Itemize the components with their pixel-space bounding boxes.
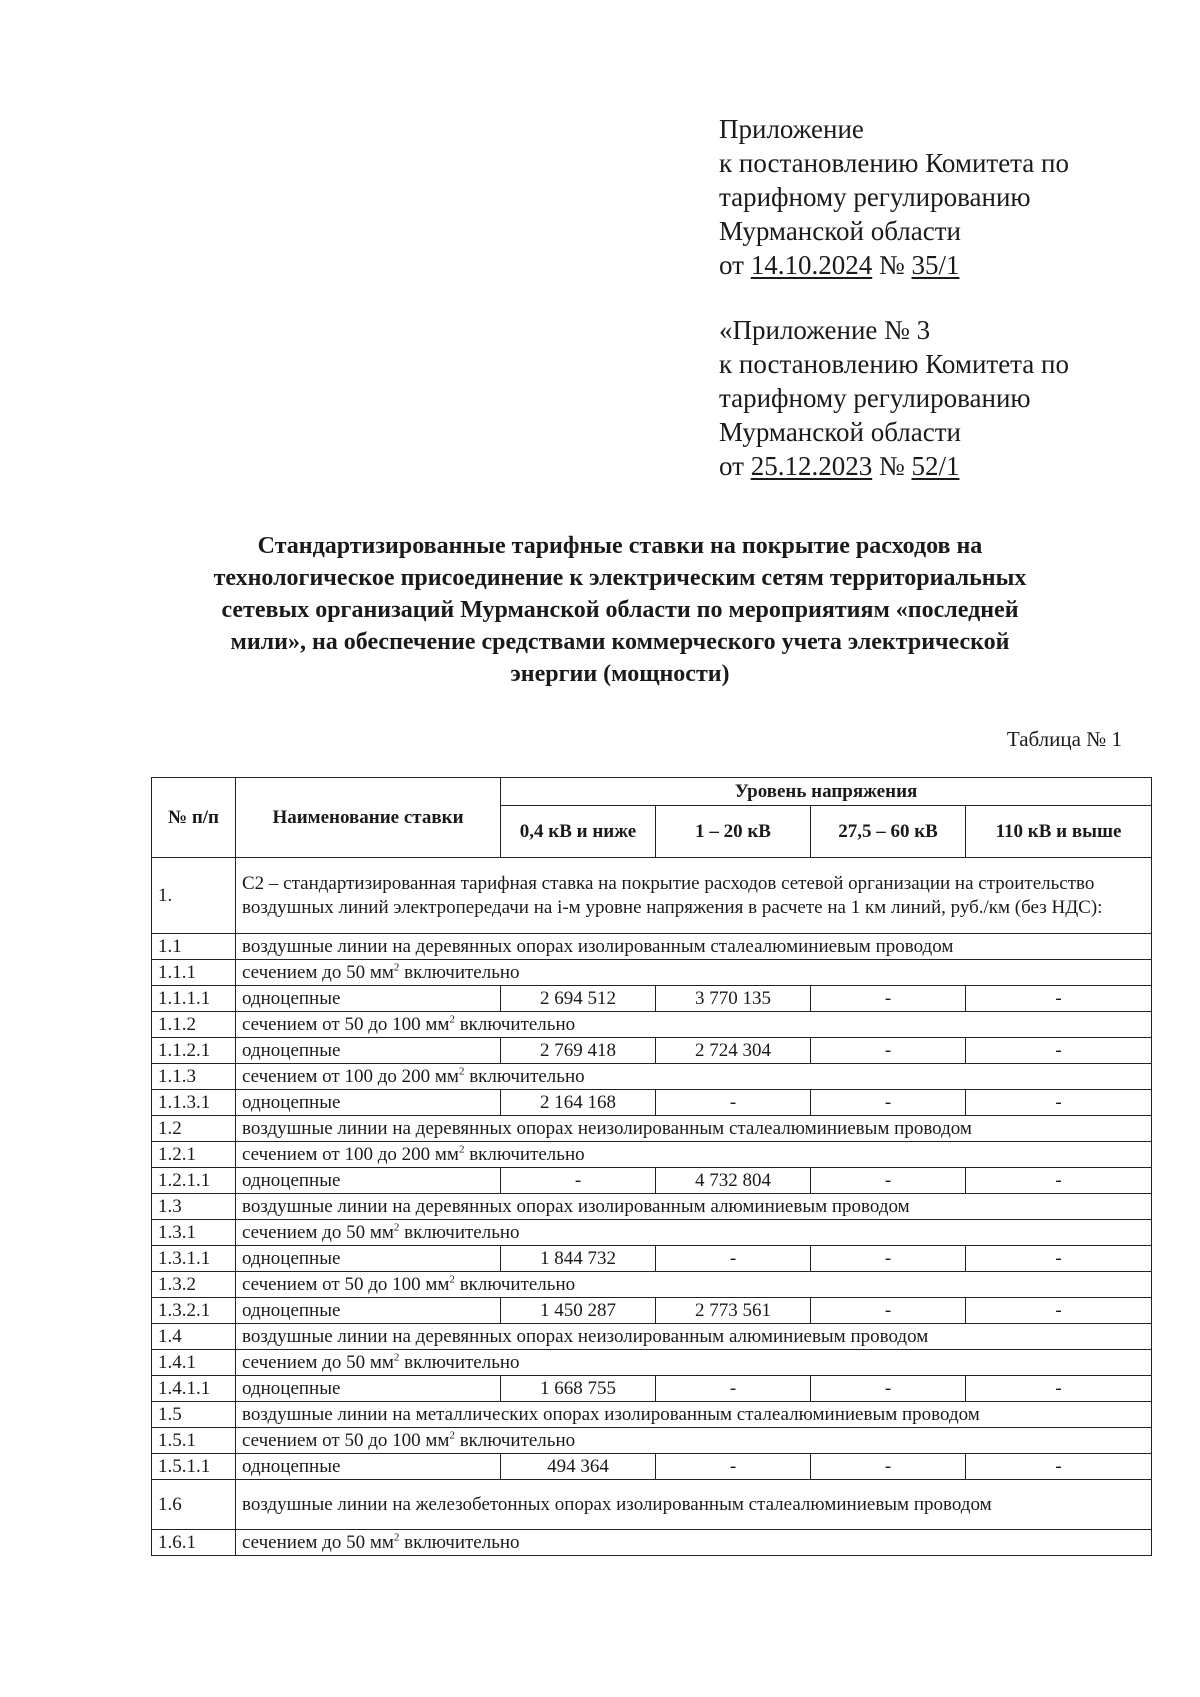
rate-value: 1 668 755: [501, 1376, 656, 1402]
rate-value: 3 770 135: [656, 986, 811, 1012]
table-row: [152, 1220, 1152, 1246]
decree-date: 14.10.2024: [750, 250, 873, 280]
appendix3-date-line: [719, 449, 1139, 483]
row-name-text: одноцепные: [242, 1247, 341, 1269]
decree-number: 35/1: [911, 250, 960, 280]
row-name-text: одноцепные: [242, 1377, 341, 1399]
row-number: 1.5.1: [152, 1428, 236, 1454]
row-name-text: одноцепные: [242, 1299, 341, 1321]
row-name-text: сечением от 100 до 200 мм: [242, 1065, 459, 1087]
row-name: [236, 1064, 1152, 1090]
row-name: [236, 1298, 501, 1324]
row-name-text: воздушные линии на деревянных опорах изолированным алюминиевым проводом: [242, 1195, 910, 1217]
header-voltage-110: 110 кВ и выше: [966, 806, 1152, 858]
appendix3-line: тарифному регулированию: [719, 383, 1031, 413]
row-name-text: сечением до 50 мм: [242, 1221, 394, 1243]
row-name-text: воздушные линии на железобетонных опорах изолированным сталеалюминиевым проводом: [242, 1493, 992, 1515]
document-title: [140, 530, 1100, 690]
rate-value: -: [811, 1376, 966, 1402]
table-row: [152, 1012, 1152, 1038]
rate-value: -: [656, 1454, 811, 1480]
unit-superscript: 2: [393, 1351, 400, 1364]
row-name-text: воздушные линии на деревянных опорах неизолированным сталеалюминиевым проводом: [242, 1117, 972, 1139]
row-name-text: одноцепные: [242, 1455, 341, 1477]
row-name: [236, 960, 1152, 986]
appendix-line: Мурманской области: [719, 216, 961, 246]
table-row: [152, 1038, 1152, 1064]
table-label: Таблица № 1: [1006, 727, 1122, 751]
table-body: [152, 858, 1152, 1556]
row-name-suffix: включительно: [464, 1143, 585, 1165]
table-row: [152, 1168, 1152, 1194]
row-number: 1.1.2.1: [152, 1038, 236, 1064]
rate-value: -: [656, 1376, 811, 1402]
number-prefix: №: [872, 250, 912, 280]
row-number: 1.2.1.1: [152, 1168, 236, 1194]
unit-superscript: 2: [458, 1143, 465, 1156]
row-number: 1.: [152, 858, 236, 934]
row-name: [236, 1116, 1152, 1142]
row-number: 1.1.1: [152, 960, 236, 986]
rate-value: 2 164 168: [501, 1090, 656, 1116]
unit-superscript: 2: [458, 1065, 465, 1078]
header-voltage-group: Уровень напряжения: [501, 778, 1152, 806]
row-number: 1.3.2.1: [152, 1298, 236, 1324]
row-name-suffix: включительно: [464, 1065, 585, 1087]
row-name: [236, 1220, 1152, 1246]
rate-value: -: [811, 1038, 966, 1064]
row-number: 1.1: [152, 934, 236, 960]
rate-value: -: [966, 1090, 1152, 1116]
unit-superscript: 2: [449, 1013, 455, 1026]
unit-superscript: 2: [449, 1273, 455, 1286]
table-row: [152, 1324, 1152, 1350]
row-name-text: воздушные линии на деревянных опорах изолированным сталеалюминиевым проводом: [242, 935, 954, 957]
rate-value: 494 364: [501, 1454, 656, 1480]
row-name: [236, 1402, 1152, 1428]
row-name: [236, 1012, 1152, 1038]
row-name-text: сечением от 50 до 100 мм: [242, 1429, 450, 1451]
row-name-text: сечением от 50 до 100 мм: [242, 1273, 450, 1295]
appendix3-line: Мурманской области: [719, 417, 961, 447]
date-prefix: от: [719, 250, 751, 280]
rate-value: -: [966, 1246, 1152, 1272]
rate-value: -: [811, 1168, 966, 1194]
row-name: [236, 1038, 501, 1064]
rate-value: 1 844 732: [501, 1246, 656, 1272]
title-line: Стандартизированные тарифные ставки на покрытие расходов на: [257, 533, 983, 559]
header-name: Наименование ставки: [236, 778, 501, 858]
row-name-text: одноцепные: [242, 987, 341, 1009]
row-number: 1.3.1.1: [152, 1246, 236, 1272]
decree-number: 52/1: [911, 451, 960, 481]
row-number: 1.5.1.1: [152, 1454, 236, 1480]
table-row: [152, 1480, 1152, 1530]
row-name-suffix: включительно: [454, 1013, 576, 1035]
row-name-suffix: включительно: [399, 1531, 520, 1553]
appendix-date-line: [719, 248, 1139, 282]
rate-value: -: [656, 1090, 811, 1116]
header-num: № п/п: [152, 778, 236, 858]
row-name: [236, 1142, 1152, 1168]
table-row: [152, 1402, 1152, 1428]
row-number: 1.2.1: [152, 1142, 236, 1168]
table-row: [152, 934, 1152, 960]
row-number: 1.6: [152, 1480, 236, 1530]
row-name: [236, 1272, 1152, 1298]
row-number: 1.5: [152, 1402, 236, 1428]
row-name: [236, 1194, 1152, 1220]
rate-value: 2 724 304: [656, 1038, 811, 1064]
row-name-text: одноцепные: [242, 1039, 341, 1061]
row-name-text: С2 – стандартизированная тарифная ставка на покрытие расходов сетевой организации на строительство воздушных линий электропередачи на i-м уровне напряжения в расчете на 1 км линий, руб./км (без НДС):: [242, 872, 1103, 918]
row-name: [236, 1530, 1152, 1556]
rate-value: -: [966, 1454, 1152, 1480]
row-name: [236, 986, 501, 1012]
row-name-text: сечением от 50 до 100 мм: [242, 1013, 450, 1035]
rate-value: -: [966, 1038, 1152, 1064]
decree-date: 25.12.2023: [750, 451, 873, 481]
table-row: [152, 1246, 1152, 1272]
table-row: [152, 1194, 1152, 1220]
rate-value: -: [656, 1246, 811, 1272]
table-row: [152, 986, 1152, 1012]
row-name: [236, 1350, 1152, 1376]
appendix3-block: [719, 313, 1139, 483]
row-number: 1.4: [152, 1324, 236, 1350]
row-name-text: сечением до 50 мм: [242, 1351, 394, 1373]
row-name-text: сечением до 50 мм: [242, 1531, 394, 1553]
row-name: [236, 934, 1152, 960]
rates-table: [151, 777, 1152, 1556]
row-number: 1.3.1: [152, 1220, 236, 1246]
row-name: [236, 1428, 1152, 1454]
rate-value: 4 732 804: [656, 1168, 811, 1194]
table-row: [152, 858, 1152, 934]
appendix3-line: к постановлению Комитета по: [719, 349, 1069, 379]
rate-value: -: [811, 986, 966, 1012]
rate-value: -: [811, 1246, 966, 1272]
rate-value: -: [966, 1376, 1152, 1402]
row-number: 1.1.3: [152, 1064, 236, 1090]
table-row: [152, 1530, 1152, 1556]
row-name-text: сечением до 50 мм: [242, 961, 394, 983]
table-row: [152, 960, 1152, 986]
row-name-text: воздушные линии на металлических опорах изолированным сталеалюминиевым проводом: [242, 1403, 980, 1425]
row-name-text: сечением от 100 до 200 мм: [242, 1143, 459, 1165]
table-row: [152, 1142, 1152, 1168]
rate-value: -: [811, 1454, 966, 1480]
row-name-suffix: включительно: [454, 1273, 576, 1295]
rate-value: -: [966, 1168, 1152, 1194]
table-row: [152, 1090, 1152, 1116]
number-prefix: №: [872, 451, 912, 481]
row-name-text: одноцепные: [242, 1091, 341, 1113]
rate-value: -: [501, 1168, 656, 1194]
row-number: 1.1.1.1: [152, 986, 236, 1012]
header-voltage-27-60: 27,5 – 60 кВ: [811, 806, 966, 858]
table-row: [152, 1298, 1152, 1324]
title-line: сетевых организаций Мурманской области по мероприятиям «последней: [221, 597, 1019, 623]
row-name: [236, 1324, 1152, 1350]
row-name-suffix: включительно: [399, 961, 520, 983]
row-name: [236, 1090, 501, 1116]
table-row: [152, 1272, 1152, 1298]
date-prefix: от: [719, 451, 751, 481]
table-row: [152, 1064, 1152, 1090]
unit-superscript: 2: [393, 961, 400, 974]
appendix-block: [719, 112, 1139, 282]
appendix-line: к постановлению Комитета по: [719, 148, 1069, 178]
unit-superscript: 2: [393, 1531, 400, 1544]
rate-value: 2 769 418: [501, 1038, 656, 1064]
title-line: технологическое присоединение к электрическим сетям территориальных: [213, 565, 1027, 591]
rate-value: -: [966, 986, 1152, 1012]
row-name-suffix: включительно: [399, 1221, 520, 1243]
row-number: 1.1.2: [152, 1012, 236, 1038]
rate-value: -: [811, 1298, 966, 1324]
table-row: [152, 1454, 1152, 1480]
rate-value: 2 694 512: [501, 986, 656, 1012]
table-header: [152, 778, 1152, 858]
table-row: [152, 1376, 1152, 1402]
row-number: 1.6.1: [152, 1530, 236, 1556]
row-name-suffix: включительно: [399, 1351, 520, 1373]
row-name: [236, 1376, 501, 1402]
header-voltage-0-4: 0,4 кВ и ниже: [501, 806, 656, 858]
table-row: [152, 1428, 1152, 1454]
appendix3-line: «Приложение № 3: [719, 315, 931, 345]
row-name-text: одноцепные: [242, 1169, 341, 1191]
title-line: мили», на обеспечение средствами коммерческого учета электрической: [230, 629, 1010, 655]
rate-value: -: [966, 1298, 1152, 1324]
title-line: энергии (мощности): [510, 661, 730, 687]
row-number: 1.3: [152, 1194, 236, 1220]
row-number: 1.1.3.1: [152, 1090, 236, 1116]
row-number: 1.4.1.1: [152, 1376, 236, 1402]
rate-value: 1 450 287: [501, 1298, 656, 1324]
unit-superscript: 2: [449, 1429, 455, 1442]
unit-superscript: 2: [393, 1221, 400, 1234]
row-name: [236, 858, 1152, 934]
appendix-line: тарифному регулированию: [719, 182, 1031, 212]
rate-value: -: [811, 1090, 966, 1116]
rate-value: 2 773 561: [656, 1298, 811, 1324]
header-voltage-1-20: 1 – 20 кВ: [656, 806, 811, 858]
row-number: 1.3.2: [152, 1272, 236, 1298]
row-name: [236, 1480, 1152, 1530]
row-name-text: воздушные линии на деревянных опорах неизолированным алюминиевым проводом: [242, 1325, 929, 1347]
row-name: [236, 1246, 501, 1272]
table-row: [152, 1350, 1152, 1376]
row-name: [236, 1454, 501, 1480]
row-name-suffix: включительно: [454, 1429, 576, 1451]
row-number: 1.2: [152, 1116, 236, 1142]
row-name: [236, 1168, 501, 1194]
table-row: [152, 1116, 1152, 1142]
row-number: 1.4.1: [152, 1350, 236, 1376]
appendix-line: Приложение: [719, 114, 864, 144]
